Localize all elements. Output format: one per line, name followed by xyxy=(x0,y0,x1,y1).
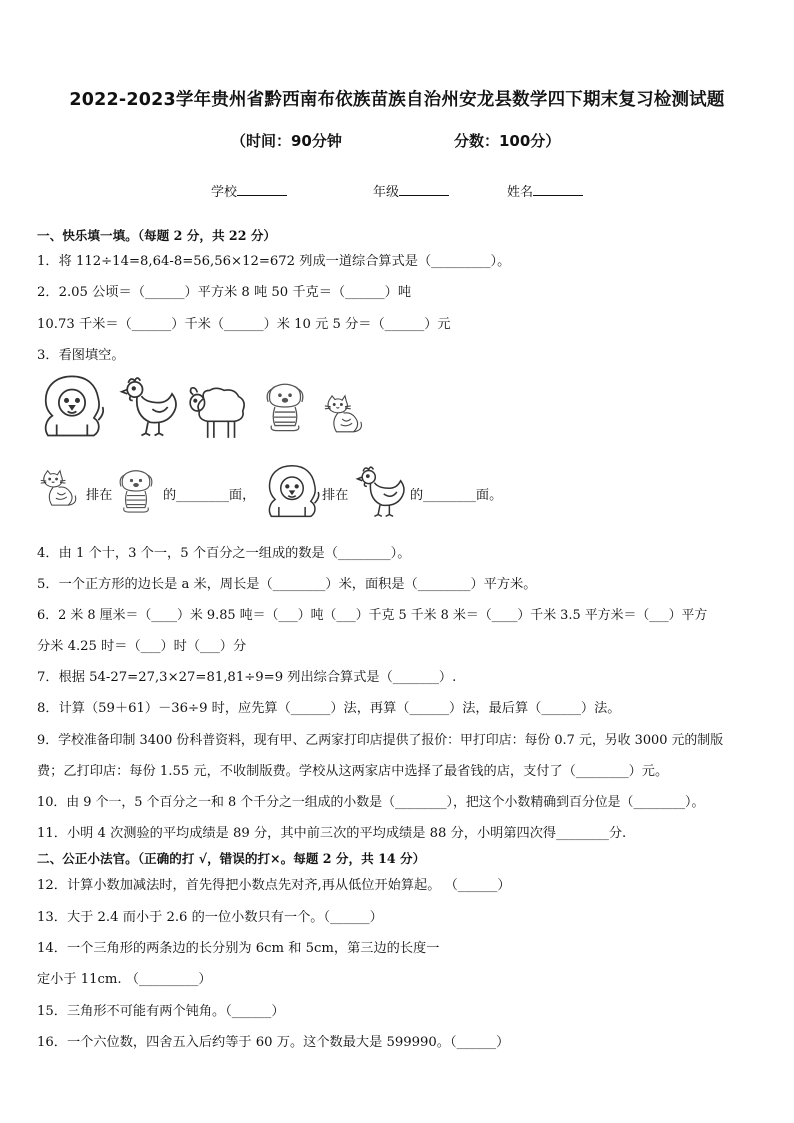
name-label: 姓名 xyxy=(507,185,534,200)
question-2a: 2．2.05 公顷＝（______）平方米 8 吨 50 千克＝（______）吨 xyxy=(37,285,412,300)
q3-text-pai-2: 排在 xyxy=(322,488,349,503)
hen-image xyxy=(113,372,183,442)
question-9b: 费；乙打印店：每份 1.55 元，不收制版费。学校从这两家店中选择了最省钱的店，支付了（________）元。 xyxy=(37,764,669,779)
question-9a: 9．学校准备印制 3400 份科普资料，现有甲、乙两家打印店提供了报价：甲打印店：每份 0.7 元，另收 3000 元的制版 xyxy=(37,733,724,748)
school-label: 学校 xyxy=(211,185,238,200)
lion-small-image xyxy=(262,462,322,522)
question-10: 10．由 9 个一，5 个百分之一和 8 个千分之一组成的小数是（________），把这个小数精确到百分位是（________）。 xyxy=(37,795,705,810)
grade-field[interactable] xyxy=(373,181,449,200)
lion-image xyxy=(37,372,107,442)
question-11: 11．小明 4 次测验的平均成绩是 89 分，其中前三次的平均成绩是 88 分，小明第四次得________分. xyxy=(37,826,627,841)
sheep-image xyxy=(183,378,253,444)
question-5: 5．一个正方形的边长是 a 米，周长是（________）米，面积是（________）平方米。 xyxy=(37,577,537,592)
section-2-title: 二、公正小法官。（正确的打 √，错误的打×。每题 2 分，共 14 分） xyxy=(37,851,426,866)
name-blank[interactable] xyxy=(533,183,583,196)
question-14a: 14．一个三角形的两条边的长分别为 6cm 和 5cm，第三边的长度一 xyxy=(37,941,440,956)
section-1-title: 一、快乐填一填。（每题 2 分，共 22 分） xyxy=(37,228,277,243)
question-13: 13．大于 2.4 而小于 2.6 的一位小数只有一个。（______） xyxy=(37,910,383,925)
question-15: 15．三角形不可能有两个钝角。（______） xyxy=(37,1004,285,1019)
question-12: 12．计算小数加减法时，首先得把小数点先对齐,再从低位开始算起。 （______） xyxy=(37,878,511,893)
name-field[interactable] xyxy=(507,181,583,200)
question-4: 4．由 1 个十，3 个一，5 个百分之一组成的数是（________）。 xyxy=(37,546,411,561)
dog-small-image xyxy=(112,460,160,522)
question-8: 8．计算（59＋61）－36÷9 时，应先算（______）法，再算（______）法，最后算（______）法。 xyxy=(37,701,621,716)
q3-blank-2[interactable]: 的________面。 xyxy=(410,488,503,503)
question-16: 16．一个六位数，四舍五入后约等于 60 万。这个数最大是 599990。（______） xyxy=(37,1035,510,1050)
grade-label: 年级 xyxy=(373,185,400,200)
school-field[interactable] xyxy=(211,181,287,200)
question-1: 1．将 112÷14=8,64-8=56,56×12=672 列成一道综合算式是（_________）。 xyxy=(37,254,511,269)
cat-image xyxy=(322,390,368,442)
q3-blank-1[interactable]: 的________面， xyxy=(163,488,256,503)
exam-score: 分数：100分） xyxy=(454,132,561,150)
q3-text-pai-1: 排在 xyxy=(86,488,113,503)
question-7: 7．根据 54-27=27,3×27=81,81÷9=9 列出综合算式是（_______）. xyxy=(37,670,457,685)
exam-title: 2022-2023学年贵州省黔西南布依族苗族自治州安龙县数学四下期末复习检测试题 xyxy=(69,90,725,110)
question-2b: 10.73 千米＝（______）千米（______）米 10 元 5 分＝（______）元 xyxy=(37,317,451,332)
dog-image xyxy=(258,372,312,442)
question-6b: 分米 4.25 时＝（___）时（___）分 xyxy=(37,639,247,654)
hen-small-image xyxy=(350,462,410,522)
cat-small-image xyxy=(38,466,82,514)
school-blank[interactable] xyxy=(237,183,287,196)
question-6a: 6．2 米 8 厘米＝（____）米 9.85 吨＝（___）吨（___）千克 5 千米 8 米＝（____）千米 3.5 平方米＝（___）平方 xyxy=(37,608,708,623)
question-3: 3．看图填空。 xyxy=(37,348,125,363)
grade-blank[interactable] xyxy=(399,183,449,196)
exam-time: （时间：90分钟 xyxy=(231,132,342,150)
question-14b: 定小于 11cm. （_________） xyxy=(37,972,212,987)
